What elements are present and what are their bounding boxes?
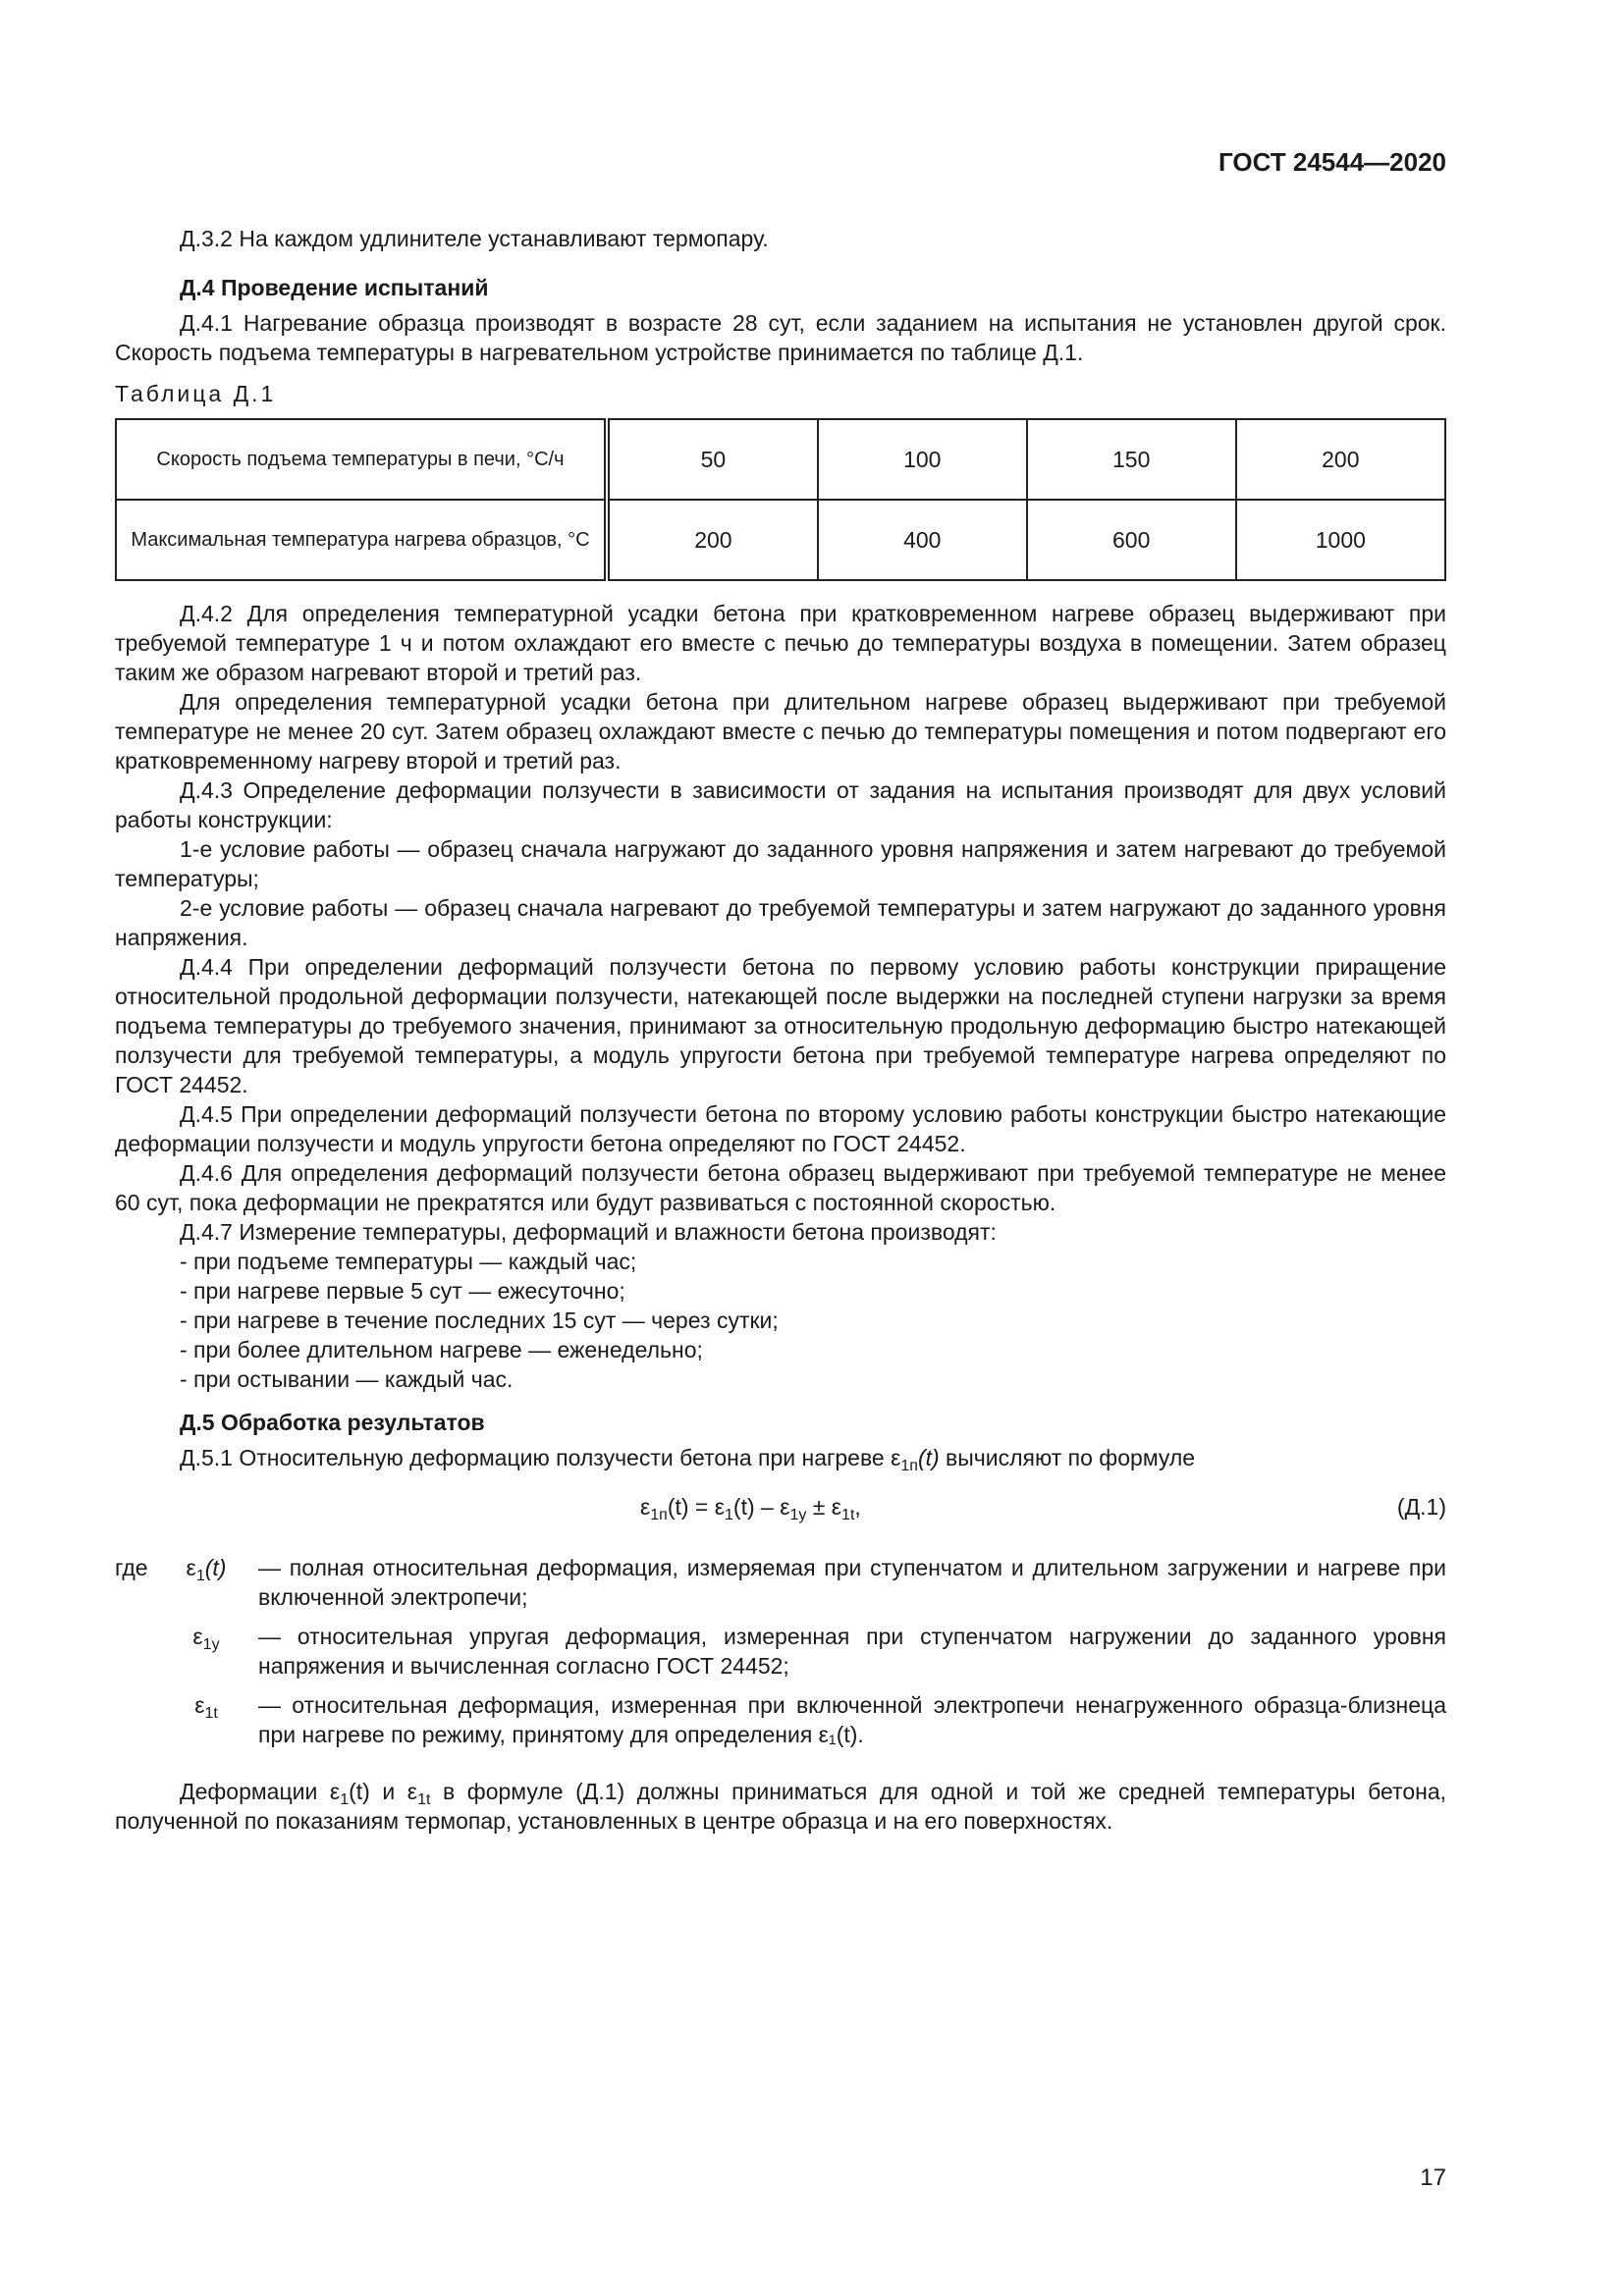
- table-d1: [115, 418, 1446, 581]
- table-caption: Таблица Д.1: [115, 381, 277, 406]
- table-cell: 200: [1236, 419, 1445, 500]
- subscript: 1: [340, 1791, 350, 1808]
- paragraph-d4-3: Д.4.3 Определение деформации ползучести в зависимости от задания на испытания производят для двух условий работы конструкции:: [115, 777, 1446, 832]
- text-span: ε: [640, 1494, 651, 1520]
- paragraph-d4-5: Д.4.5 При определении деформаций ползучести бетона по второму условию работы конструкции быстро натекающие деформации ползучести и модуль упругости бетона определяют по ГОСТ 24452.: [115, 1101, 1446, 1156]
- section-heading-d5: Д.5 Обработка результатов: [180, 1410, 485, 1435]
- table-cell: 100: [818, 419, 1027, 500]
- subscript: 1t: [204, 1705, 218, 1722]
- subscript: 1: [195, 1568, 205, 1584]
- where-word: где: [115, 1555, 148, 1580]
- table-row: [116, 500, 1445, 580]
- document-id: ГОСТ 24544—2020: [1218, 147, 1446, 177]
- text-span: ± ε: [806, 1494, 842, 1520]
- table-row: [116, 419, 1445, 500]
- paragraph-d4-4: Д.4.4 При определении деформаций ползучести бетона по первому условию работы конструкции приращение относительной продольной деформации ползучести, натекающей после выдержки на последней ступени нагрузки за время подъема температуры до требуемого значения, принимают за относительную продольную деформацию быстро натекающей ползучести для требуемой температуры, а модуль упругости бетона при требуемой температуре нагрева определяют по ГОСТ 24452.: [115, 954, 1446, 1097]
- page-number: 17: [1420, 2164, 1446, 2191]
- paragraph-d4-7: Д.4.7 Измерение температуры, деформаций и влажности бетона производят:: [180, 1219, 997, 1245]
- subscript: 1п: [900, 1458, 918, 1474]
- text-span: ε: [186, 1555, 196, 1580]
- symbol-definition: — относительная упругая деформация, измеренная при ступенчатом нагружении до заданного уровня напряжения и вычисленная согласно ГОСТ 24452;: [258, 1624, 1446, 1679]
- subscript: 1у: [789, 1507, 807, 1523]
- paragraph-d4-2a: Д.4.2 Для определения температурной усадки бетона при кратковременном нагреве образец выдерживают при требуемой температуре 1 ч и потом охлаждают его вместе с печью до температуры воздуха в помещении. Затем образец таким же образом нагревают второй и третий раз.: [115, 601, 1446, 685]
- section-heading-d4: Д.4 Проведение испытаний: [180, 275, 489, 300]
- symbol: [154, 1622, 258, 1681]
- text-span: (t): [917, 1445, 940, 1470]
- list-item: - при более длительном нагреве — еженедельно;: [180, 1337, 703, 1362]
- subscript: 1t: [841, 1507, 855, 1523]
- symbol: [154, 1690, 258, 1749]
- text-span: в формуле (Д.1) должны приниматься для одной и той же средней температуры бетона, полученной по показаниям термопар, установленных в центре образца и на его поверхностях.: [115, 1779, 1447, 1834]
- spacer: [115, 1690, 154, 1749]
- formula-number: (Д.1): [1396, 1494, 1446, 1520]
- list-item: - при подъеме температуры — каждый час;: [180, 1249, 637, 1274]
- formula-d1: [115, 1486, 1446, 1533]
- table-row-label: Максимальная температура нагрева образцов, °С: [116, 500, 607, 580]
- text-span: ,: [854, 1494, 861, 1520]
- text-span: (t) – ε: [732, 1494, 790, 1520]
- spacer: [115, 1622, 154, 1681]
- table-cell: 600: [1027, 500, 1236, 580]
- paragraph-condition-1: 1-е условие работы — образец сначала нагружают до заданного уровня напряжения и затем нагревают до требуемой температуры;: [115, 836, 1446, 891]
- paragraph-d4-6: Д.4.6 Для определения деформаций ползучести бетона образец выдерживают при требуемой температуре не менее 60 сут, пока деформации не прекратятся или будут развиваться с постоянной скоростью.: [115, 1160, 1446, 1215]
- table-cell: 50: [607, 419, 818, 500]
- text-span: Д.5.1 Относительную деформацию ползучести бетона при нагреве ε: [180, 1445, 901, 1470]
- table-row-label: Скорость подъема температуры в печи, °С/ч: [116, 419, 607, 500]
- text-span: ε: [192, 1624, 203, 1649]
- list-item: - при нагреве в течение последних 15 сут — через сутки;: [180, 1308, 779, 1333]
- text-span: ε: [194, 1692, 205, 1718]
- subscript: 1: [725, 1507, 733, 1523]
- subscript: 1п: [650, 1507, 668, 1523]
- text-span: Деформации ε: [180, 1779, 341, 1804]
- symbol-definition: — полная относительная деформация, измеряемая при ступенчатом и длительном загружении и нагреве при включенной электропечи;: [258, 1555, 1446, 1610]
- page-body: [115, 224, 1446, 1836]
- symbol: [154, 1553, 258, 1612]
- formula-expression: [640, 1492, 861, 1522]
- paragraph-d4-1: Д.4.1 Нагревание образца производят в возрасте 28 сут, если заданием на испытания не установлен другой срок. Скорость подъема температуры в нагревательном устройстве принимается по таблице Д.1.: [115, 310, 1446, 365]
- paragraph-final: [115, 1777, 1446, 1836]
- paragraph-d5-1: [115, 1443, 1446, 1472]
- text-span: (t) и ε: [349, 1779, 418, 1804]
- paragraph-d3-2: Д.3.2 На каждом удлинителе устанавливают термопару.: [180, 226, 769, 251]
- text-span: (t): [204, 1555, 227, 1580]
- text-span: вычисляют по формуле: [939, 1445, 1196, 1470]
- symbol-definition: — относительная деформация, измеренная при включенной электропечи ненагруженного образца-близнеца при нагреве по режиму, принятому для определения ε₁(t).: [258, 1692, 1446, 1747]
- text-span: (t) = ε: [667, 1494, 726, 1520]
- paragraph-d4-2b: Для определения температурной усадки бетона при длительном нагреве образец выдерживают при требуемой температуре не менее 20 сут. Затем образец охлаждают вместе с печью до температуры помещения и потом подвергают его кратковременному нагреву второй и третий раз.: [115, 689, 1446, 774]
- list-item: - при остывании — каждый час.: [180, 1366, 514, 1392]
- subscript: 1у: [202, 1636, 220, 1653]
- where-definitions: [115, 1553, 1446, 1749]
- paragraph-condition-2: 2-е условие работы — образец сначала нагревают до требуемой температуры и затем нагружают до заданного уровня напряжения.: [115, 895, 1446, 950]
- table-cell: 150: [1027, 419, 1236, 500]
- subscript: 1t: [417, 1791, 431, 1808]
- table-cell: 200: [607, 500, 818, 580]
- table-cell: 400: [818, 500, 1027, 580]
- table-cell: 1000: [1236, 500, 1445, 580]
- list-item: - при нагреве первые 5 сут — ежесуточно;: [180, 1278, 625, 1304]
